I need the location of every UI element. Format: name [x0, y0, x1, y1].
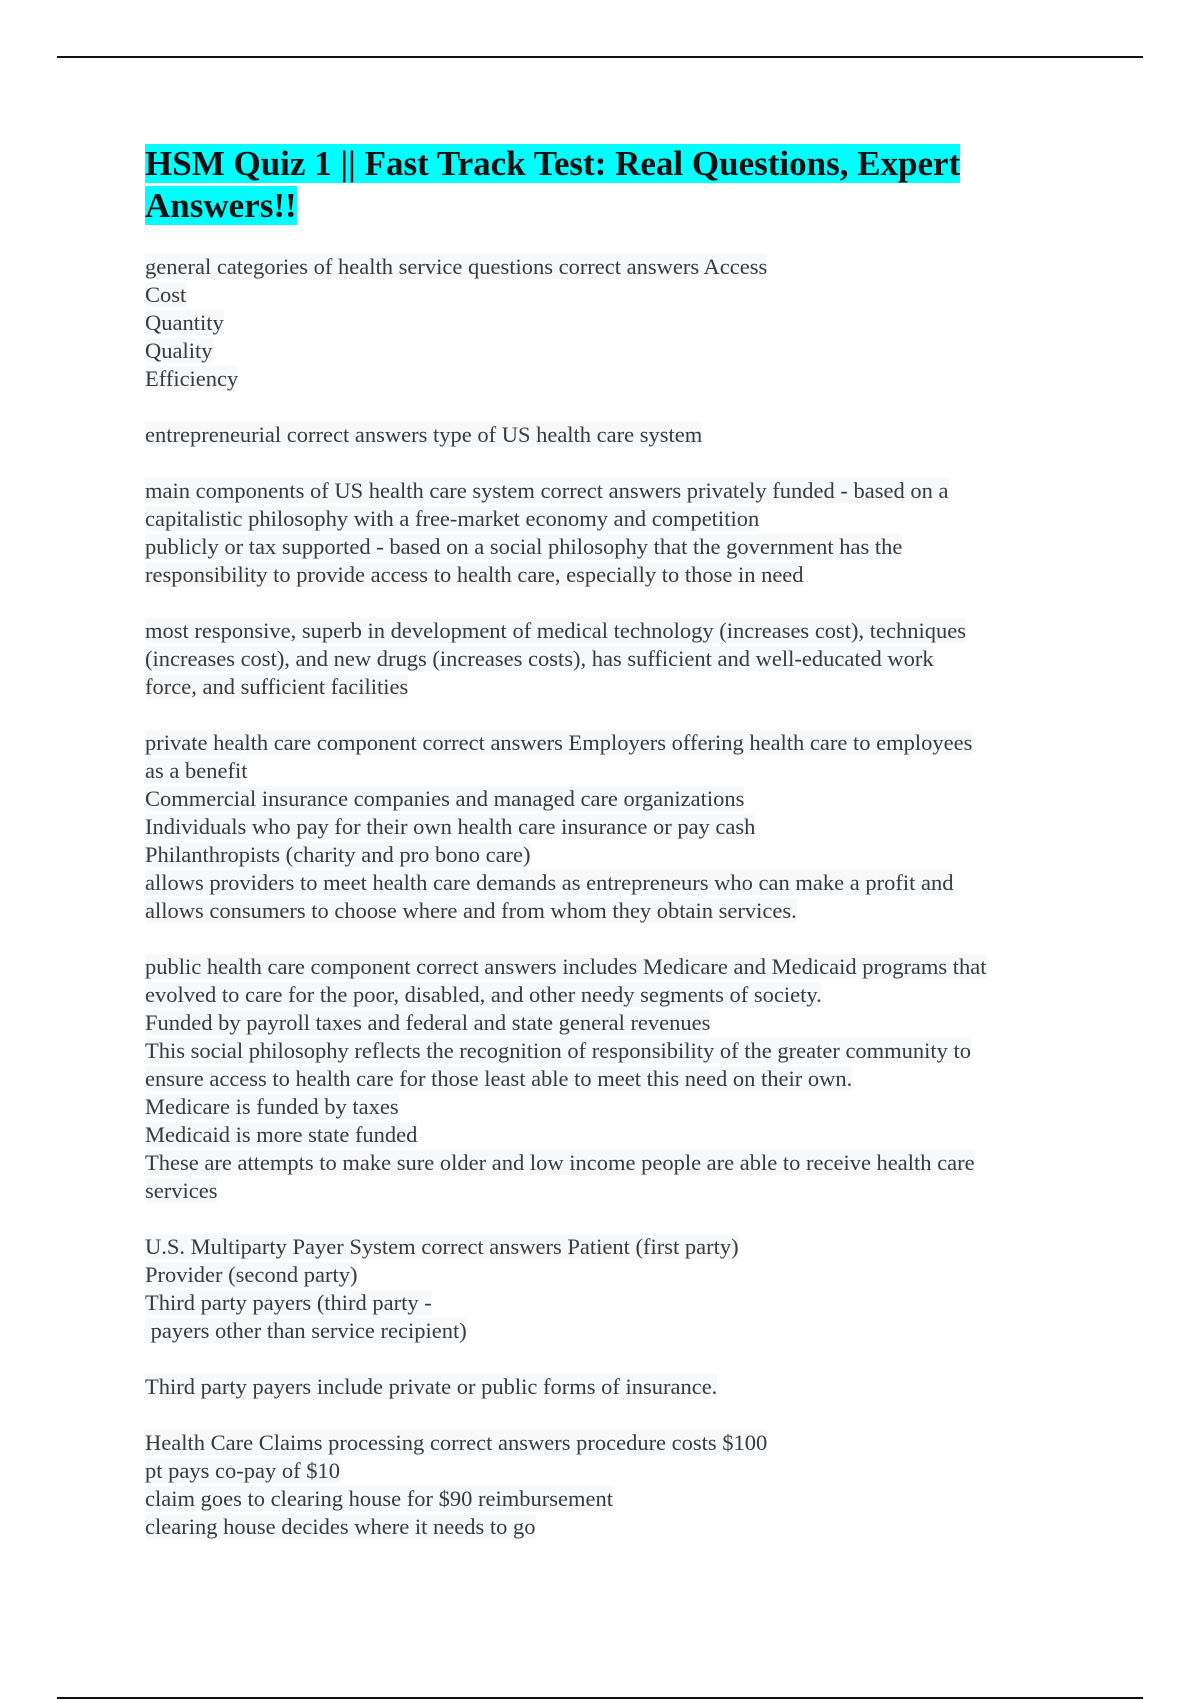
qa-answer-line [145, 1485, 1075, 1513]
qa-block [145, 953, 1075, 1205]
qa-block [145, 421, 1075, 449]
top-rule [57, 56, 1143, 58]
qa-line-text: U.S. Multiparty Payer System correct answers Patient (first party) [145, 1234, 739, 1259]
qa-answer-line [145, 309, 1075, 337]
qa-block [145, 1429, 1075, 1541]
qa-answer-line [145, 813, 1075, 841]
qa-line-text: private health care component correct answers Employers offering health care to employees [145, 730, 973, 755]
qa-answer-line [145, 1065, 1075, 1093]
qa-question-line [145, 1233, 1075, 1261]
qa-block [145, 729, 1075, 925]
qa-question-line [145, 421, 1075, 449]
qa-answer-line [145, 869, 1075, 897]
qa-answer-line [145, 1289, 1075, 1317]
qa-answer-line [145, 1149, 1075, 1177]
qa-question-line [145, 253, 1075, 281]
qa-list [145, 253, 1075, 1541]
qa-line-text: allows consumers to choose where and from whom they obtain services. [145, 898, 797, 923]
qa-line-text: services [145, 1178, 218, 1203]
qa-question-line [145, 1373, 1075, 1401]
qa-answer-line [145, 1009, 1075, 1037]
qa-line-text: most responsive, superb in development of medical technology (increases cost), techniques [145, 618, 967, 643]
qa-line-text: general categories of health service questions correct answers Access [145, 254, 768, 279]
qa-line-text: pt pays co-pay of $10 [145, 1458, 340, 1483]
qa-line-text: Quantity [145, 310, 224, 335]
qa-answer-line [145, 281, 1075, 309]
qa-answer-line [145, 337, 1075, 365]
qa-line-text: force, and sufficient facilities [145, 674, 409, 699]
qa-line-text: responsibility to provide access to health care, especially to those in need [145, 562, 804, 587]
qa-line-text: main components of US health care system correct answers privately funded - based on a [145, 478, 949, 503]
qa-answer-line [145, 1121, 1075, 1149]
qa-line-text: This social philosophy reflects the recognition of responsibility of the greater community to [145, 1038, 972, 1063]
qa-line-text: (increases cost), and new drugs (increases costs), has sufficient and well-educated work [145, 646, 934, 671]
qa-question-line [145, 953, 1075, 981]
qa-line-text: evolved to care for the poor, disabled, and other needy segments of society. [145, 982, 822, 1007]
qa-block [145, 1373, 1075, 1401]
qa-line-text: ensure access to health care for those least able to meet this need on their own. [145, 1066, 853, 1091]
qa-answer-line [145, 785, 1075, 813]
qa-answer-line [145, 533, 1075, 561]
qa-line-text: Philanthropists (charity and pro bono care) [145, 842, 531, 867]
qa-answer-line [145, 1177, 1075, 1205]
document-title-text: HSM Quiz 1 || Fast Track Test: Real Questions, Expert Answers!! [145, 144, 961, 225]
qa-line-text: Funded by payroll taxes and federal and state general revenues [145, 1010, 711, 1035]
qa-line-text: Commercial insurance companies and managed care organizations [145, 786, 745, 811]
qa-answer-line [145, 505, 1075, 533]
qa-line-text: Efficiency [145, 366, 239, 391]
qa-answer-line [145, 673, 1075, 701]
qa-line-text: as a benefit [145, 758, 248, 783]
qa-answer-line [145, 981, 1075, 1009]
qa-line-text: Individuals who pay for their own health care insurance or pay cash [145, 814, 756, 839]
qa-line-text: Third party payers include private or public forms of insurance. [145, 1374, 718, 1399]
qa-line-text: claim goes to clearing house for $90 reimbursement [145, 1486, 613, 1511]
qa-question-line [145, 1429, 1075, 1457]
qa-answer-line [145, 1513, 1075, 1541]
qa-answer-line [145, 1093, 1075, 1121]
qa-block [145, 253, 1075, 393]
qa-answer-line [145, 1457, 1075, 1485]
document-body [145, 143, 1075, 1569]
qa-answer-line [145, 1037, 1075, 1065]
qa-question-line [145, 729, 1075, 757]
qa-block [145, 1233, 1075, 1345]
qa-line-text: publicly or tax supported - based on a social philosophy that the government has the [145, 534, 903, 559]
qa-answer-line [145, 1317, 1075, 1345]
qa-answer-line [145, 897, 1075, 925]
qa-answer-line [145, 841, 1075, 869]
qa-answer-line [145, 757, 1075, 785]
qa-answer-line [145, 561, 1075, 589]
document-title [145, 143, 1075, 227]
qa-answer-line [145, 1261, 1075, 1289]
qa-line-text: Medicaid is more state funded [145, 1122, 418, 1147]
bottom-rule [57, 1697, 1143, 1699]
qa-line-text: Cost [145, 282, 187, 307]
qa-line-text: allows providers to meet health care demands as entrepreneurs who can make a profit and [145, 870, 954, 895]
qa-question-line [145, 617, 1075, 645]
qa-line-text: payers other than service recipient) [145, 1318, 467, 1343]
qa-block [145, 477, 1075, 589]
qa-line-text: Provider (second party) [145, 1262, 358, 1287]
qa-question-line [145, 477, 1075, 505]
qa-line-text: capitalistic philosophy with a free-market economy and competition [145, 506, 760, 531]
qa-line-text: These are attempts to make sure older and low income people are able to receive health care [145, 1150, 975, 1175]
qa-answer-line [145, 365, 1075, 393]
qa-block [145, 617, 1075, 701]
qa-line-text: entrepreneurial correct answers type of US health care system [145, 422, 703, 447]
qa-line-text: clearing house decides where it needs to go [145, 1514, 536, 1539]
qa-line-text: Quality [145, 338, 213, 363]
qa-line-text: Health Care Claims processing correct answers procedure costs $100 [145, 1430, 768, 1455]
qa-line-text: Third party payers (third party - [145, 1290, 432, 1315]
qa-line-text: public health care component correct answers includes Medicare and Medicaid programs that [145, 954, 987, 979]
qa-line-text: Medicare is funded by taxes [145, 1094, 399, 1119]
qa-answer-line [145, 645, 1075, 673]
